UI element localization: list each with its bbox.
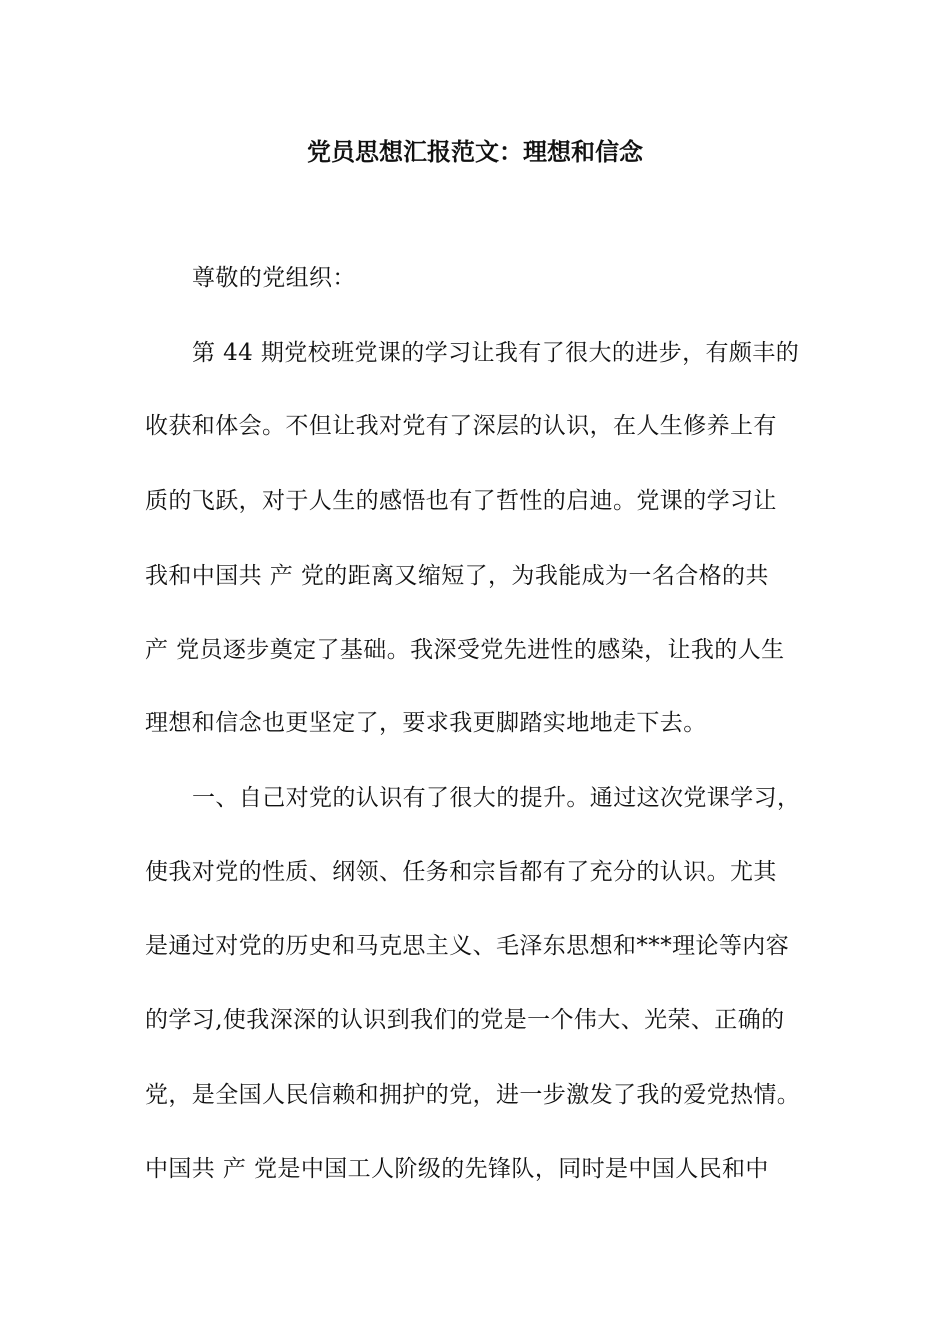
body-line: 第 44 期党校班党课的学习让我有了很大的进步，有颇丰的 <box>192 340 800 366</box>
body-line: 是通过对党的历史和马克思主义、毛泽东思想和***理论等内容 <box>145 933 790 959</box>
body-line: 党，是全国人民信赖和拥护的党，进一步激发了我的爱党热情。 <box>145 1082 801 1108</box>
document-title: 党员思想汇报范文：理想和信念 <box>307 137 643 166</box>
body-line: 质的飞跃，对于人生的感悟也有了哲性的启迪。党课的学习让 <box>145 488 777 514</box>
body-line: 一、自己对党的认识有了很大的提升。通过这次党课学习， <box>192 785 801 811</box>
body-line: 产 党员逐步奠定了基础。我深受党先进性的感染，让我的人生 <box>145 637 785 663</box>
body-line: 收获和体会。不但让我对党有了深层的认识，在人生修养上有 <box>145 413 777 439</box>
body-line: 的学习,使我深深的认识到我们的党是一个伟大、光荣、正确的 <box>145 1007 785 1033</box>
body-line: 使我对党的性质、纲领、任务和宗旨都有了充分的认识。尤其 <box>145 859 777 885</box>
body-line: 理想和信念也更坚定了，要求我更脚踏实地地走下去。 <box>145 710 707 736</box>
body-line: 中国共 产 党是中国工人阶级的先锋队，同时是中国人民和中 <box>145 1156 769 1182</box>
body-line: 我和中国共 产 党的距离又缩短了，为我能成为一名合格的共 <box>145 563 769 589</box>
salutation: 尊敬的党组织： <box>192 265 356 291</box>
